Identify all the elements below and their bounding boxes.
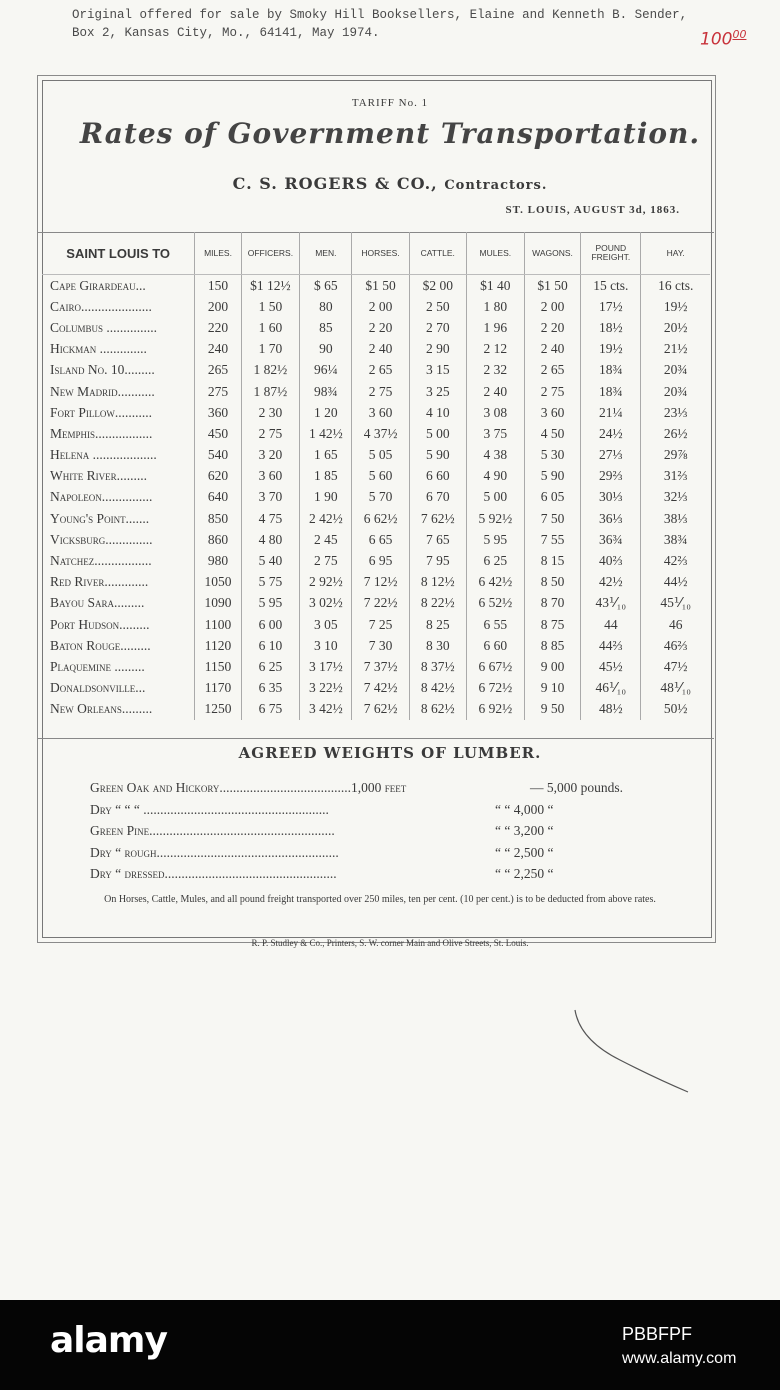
lumber-label: Green Oak and Hickory.......................................1,000 feet: [90, 780, 407, 795]
archive-note-line1: Original offered for sale by Smoky Hill Booksellers, Elaine and Kenneth B. Sender,: [72, 8, 688, 22]
rate-cell: 2 45: [300, 529, 352, 550]
rate-cell: 1100: [195, 614, 241, 635]
rate-cell: 4 37½: [352, 423, 409, 444]
rate-cell: 45⅟₁₀: [641, 593, 710, 614]
rate-cell: 7 42½: [352, 678, 409, 699]
rate-cell: 265: [195, 360, 241, 381]
rate-cell: 3 70: [241, 487, 300, 508]
rate-cell: 9 00: [524, 656, 580, 677]
table-row: [42, 656, 710, 677]
rate-cell: 2 30: [241, 402, 300, 423]
lumber-weight: “ “ 4,000 “: [495, 801, 554, 817]
destination-cell: Hickman ..............: [50, 341, 147, 357]
rate-cell: 3 60: [352, 402, 409, 423]
document-title: Rates of Government Transportation.: [79, 117, 701, 150]
rate-cell: 7 62½: [352, 699, 409, 720]
rate-cell: 2 70: [409, 317, 466, 338]
rate-cell: 3 05: [300, 614, 352, 635]
rate-cell: 8 70: [524, 593, 580, 614]
rate-cell: 3 60: [241, 466, 300, 487]
rate-cell: 6 52½: [466, 593, 524, 614]
rate-cell: 1 65: [300, 445, 352, 466]
lumber-weight: “ “ 3,200 “: [495, 823, 554, 838]
rate-cell: 6 55: [466, 614, 524, 635]
rate-cell: 6 70: [409, 487, 466, 508]
lumber-label: Green Pine.......................................................: [90, 823, 335, 838]
rate-cell: 6 75: [241, 699, 300, 720]
lumber-label: Dry “ rough......................................................: [90, 844, 339, 860]
destination-cell: Helena ...................: [50, 447, 157, 463]
rate-cell: 26½: [641, 423, 710, 444]
destination-cell: Island No. 10.........: [50, 362, 155, 378]
rate-cell: 1170: [195, 678, 241, 699]
rate-cell: 1 60: [241, 317, 300, 338]
rate-cell: 5 90: [409, 445, 466, 466]
rate-cell: 23⅓: [641, 402, 710, 423]
archive-note: [72, 6, 687, 42]
rate-cell: 360: [195, 402, 241, 423]
rate-cell: 48⅟₁₀: [641, 678, 710, 699]
rate-cell: 2 65: [524, 360, 580, 381]
rate-cell: $ 65: [300, 275, 352, 297]
rate-cell: 50½: [641, 699, 710, 720]
deduction-note: On Horses, Cattle, Mules, and all pound freight transported over 250 miles, ten per cent. (10 per cent.) is to be deducted from above rates.: [104, 894, 656, 905]
rate-cell: 36¾: [581, 529, 641, 550]
rate-cell: 8 37½: [409, 656, 466, 677]
rate-cell: 6 67½: [466, 656, 524, 677]
rate-cell: 5 95: [466, 529, 524, 550]
rate-cell: 8 85: [524, 635, 580, 656]
rate-cell: 7 62½: [409, 508, 466, 529]
rate-cell: 2 92½: [300, 572, 352, 593]
table-row: [42, 593, 710, 614]
table-row: [42, 381, 710, 402]
table-row: [42, 487, 710, 508]
rate-cell: 1 20: [300, 402, 352, 423]
rate-cell: 8 30: [409, 635, 466, 656]
rate-cell: 29⅞: [641, 445, 710, 466]
rate-cell: 1 82½: [241, 360, 300, 381]
rate-cell: 620: [195, 466, 241, 487]
rate-cell: 5 70: [352, 487, 409, 508]
rate-cell: $1 40: [466, 275, 524, 297]
rate-cell: 860: [195, 529, 241, 550]
rate-cell: 2 40: [352, 339, 409, 360]
destination-cell: Bayou Sara.........: [50, 595, 145, 611]
column-header: MEN.: [300, 232, 352, 275]
rate-cell: 19½: [581, 339, 641, 360]
rate-cell: 43⅟₁₀: [581, 593, 641, 614]
rate-cell: 30⅓: [581, 487, 641, 508]
destination-cell: Red River.............: [50, 574, 149, 590]
rate-cell: 44: [581, 614, 641, 635]
destination-cell: New Orleans.........: [50, 701, 153, 717]
destination-cell: Fort Pillow...........: [50, 404, 152, 420]
rate-cell: 5 75: [241, 572, 300, 593]
table-row: [42, 317, 710, 338]
rate-cell: 6 65: [352, 529, 409, 550]
rate-cell: 3 42½: [300, 699, 352, 720]
rate-cell: 6 60: [466, 635, 524, 656]
rate-cell: 5 40: [241, 550, 300, 571]
column-header: HAY.: [641, 232, 710, 275]
table-row: [42, 339, 710, 360]
rate-cell: 7 22½: [352, 593, 409, 614]
rate-cell: 2 12: [466, 339, 524, 360]
rate-cell: 7 95: [409, 550, 466, 571]
table-row: [42, 529, 710, 550]
rate-cell: 2 75: [300, 550, 352, 571]
handwritten-price: $100^{00}$: [700, 28, 747, 50]
rate-cell: 1090: [195, 593, 241, 614]
rate-cell: 46⅟₁₀: [581, 678, 641, 699]
table-row: [42, 466, 710, 487]
rate-cell: 21½: [641, 339, 710, 360]
rate-cell: 850: [195, 508, 241, 529]
lumber-title: AGREED WEIGHTS OF LUMBER.: [238, 744, 542, 762]
rate-cell: 46: [641, 614, 710, 635]
rate-cell: 3 02½: [300, 593, 352, 614]
destination-cell: White River.........: [50, 468, 147, 484]
rate-cell: 5 05: [352, 445, 409, 466]
rate-cell: 3 15: [409, 360, 466, 381]
rate-cell: 8 75: [524, 614, 580, 635]
rate-cell: 90: [300, 339, 352, 360]
rate-cell: 38⅓: [641, 508, 710, 529]
rate-cell: 9 50: [524, 699, 580, 720]
pencil-mark: [560, 1000, 700, 1100]
rate-cell: 7 37½: [352, 656, 409, 677]
lumber-weight: “ “ 2,500 “: [495, 844, 554, 860]
rate-cell: 24½: [581, 423, 641, 444]
contractor-line: [0, 174, 780, 193]
rate-cell: 200: [195, 296, 241, 317]
rate-cell: 8 42½: [409, 678, 466, 699]
rate-cell: 1 90: [300, 487, 352, 508]
rate-cell: 2 32: [466, 360, 524, 381]
rate-cell: 5 00: [409, 423, 466, 444]
rates-table: [42, 232, 710, 720]
rate-cell: 1050: [195, 572, 241, 593]
rate-cell: 7 50: [524, 508, 580, 529]
rate-cell: $1 50: [524, 275, 580, 297]
column-header: WAGONS.: [524, 232, 580, 275]
destination-cell: Donaldsonville...: [50, 680, 146, 696]
rate-cell: 4 50: [524, 423, 580, 444]
rate-cell: 2 42½: [300, 508, 352, 529]
rate-cell: 32⅓: [641, 487, 710, 508]
lumber-weight: — 5,000 pounds.: [530, 780, 624, 795]
rate-cell: 3 22½: [300, 678, 352, 699]
rate-cell: 6 25: [241, 656, 300, 677]
rate-cell: 18¾: [581, 360, 641, 381]
rate-cell: 2 40: [466, 381, 524, 402]
rate-cell: 2 75: [241, 423, 300, 444]
table-row: [42, 550, 710, 571]
rate-cell: 275: [195, 381, 241, 402]
destination-cell: Memphis.................: [50, 425, 153, 441]
rate-cell: 18¾: [581, 381, 641, 402]
rate-cell: $2 00: [409, 275, 466, 297]
column-header-destination: SAINT LOUIS TO: [42, 232, 195, 275]
rate-cell: 5 90: [524, 466, 580, 487]
column-header: MULES.: [466, 232, 524, 275]
rate-cell: 48½: [581, 699, 641, 720]
rate-cell: 18½: [581, 317, 641, 338]
rate-cell: 8 62½: [409, 699, 466, 720]
rate-cell: 20½: [641, 317, 710, 338]
rate-cell: 3 75: [466, 423, 524, 444]
tariff-number: TARIFF No. 1: [351, 97, 429, 109]
column-header: POUND FREIGHT.: [581, 232, 641, 275]
rate-cell: 6 10: [241, 635, 300, 656]
column-header: OFFICERS.: [241, 232, 300, 275]
rate-cell: 3 10: [300, 635, 352, 656]
rate-cell: 6 92½: [466, 699, 524, 720]
rate-cell: 2 40: [524, 339, 580, 360]
table-row: [42, 296, 710, 317]
rate-cell: 4 80: [241, 529, 300, 550]
destination-cell: Plaquemine .........: [50, 658, 145, 674]
rate-cell: 1 87½: [241, 381, 300, 402]
rate-cell: 6 25: [466, 550, 524, 571]
rate-cell: 2 65: [352, 360, 409, 381]
rate-cell: 3 60: [524, 402, 580, 423]
rate-cell: 150: [195, 275, 241, 297]
rate-cell: 6 00: [241, 614, 300, 635]
rate-cell: 36⅓: [581, 508, 641, 529]
rate-cell: 7 55: [524, 529, 580, 550]
rate-cell: 8 25: [409, 614, 466, 635]
table-row: [42, 508, 710, 529]
rate-cell: 2 75: [524, 381, 580, 402]
rate-cell: 31⅔: [641, 466, 710, 487]
rate-cell: 16 cts.: [641, 275, 710, 297]
printer-imprint: R. P. Studley & Co., Printers, S. W. corner Main and Olive Streets, St. Louis.: [251, 938, 529, 948]
rate-cell: 2 00: [524, 296, 580, 317]
rate-cell: 6 60: [409, 466, 466, 487]
rate-cell: 7 30: [352, 635, 409, 656]
rate-cell: 640: [195, 487, 241, 508]
table-row: [42, 275, 710, 297]
rate-cell: 40⅔: [581, 550, 641, 571]
rate-cell: 1250: [195, 699, 241, 720]
rate-cell: 45½: [581, 656, 641, 677]
rate-cell: 3 17½: [300, 656, 352, 677]
rate-cell: 2 90: [409, 339, 466, 360]
rate-cell: 2 20: [352, 317, 409, 338]
rate-cell: 20¾: [641, 360, 710, 381]
rate-cell: 1120: [195, 635, 241, 656]
rate-cell: 5 00: [466, 487, 524, 508]
rate-cell: 8 15: [524, 550, 580, 571]
rate-cell: 2 20: [524, 317, 580, 338]
rate-cell: 80: [300, 296, 352, 317]
rate-cell: 17½: [581, 296, 641, 317]
rate-cell: 42⅔: [641, 550, 710, 571]
table-bottom-rule: [38, 738, 714, 739]
rate-cell: $1 50: [352, 275, 409, 297]
rate-cell: 96¼: [300, 360, 352, 381]
column-header: CATTLE.: [409, 232, 466, 275]
destination-cell: Napoleon...............: [50, 489, 153, 505]
rate-cell: 1 50: [241, 296, 300, 317]
destination-cell: Young's Point.......: [50, 510, 150, 526]
rate-cell: 27⅓: [581, 445, 641, 466]
rate-cell: 42½: [581, 572, 641, 593]
rate-cell: 6 42½: [466, 572, 524, 593]
column-header: HORSES.: [352, 232, 409, 275]
rate-cell: $1 12½: [241, 275, 300, 297]
rate-cell: 15 cts.: [581, 275, 641, 297]
table-row: [42, 635, 710, 656]
table-row: [42, 572, 710, 593]
table-row: [42, 699, 710, 720]
rate-cell: 1 85: [300, 466, 352, 487]
rate-cell: 220: [195, 317, 241, 338]
rate-cell: 3 25: [409, 381, 466, 402]
rate-cell: 8 50: [524, 572, 580, 593]
rate-cell: 98¾: [300, 381, 352, 402]
rate-cell: 7 65: [409, 529, 466, 550]
footer-bar: [0, 1300, 780, 1390]
rate-cell: 9 10: [524, 678, 580, 699]
rate-cell: 85: [300, 317, 352, 338]
destination-cell: Baton Rouge.........: [50, 637, 151, 653]
rate-cell: 6 62½: [352, 508, 409, 529]
rate-cell: 4 90: [466, 466, 524, 487]
destination-cell: New Madrid...........: [50, 383, 155, 399]
rate-cell: 44⅔: [581, 635, 641, 656]
rate-cell: 46⅔: [641, 635, 710, 656]
rate-cell: 2 50: [409, 296, 466, 317]
rate-cell: 1 42½: [300, 423, 352, 444]
destination-cell: Columbus ...............: [50, 319, 158, 335]
rate-cell: 2 00: [352, 296, 409, 317]
rate-cell: 540: [195, 445, 241, 466]
lumber-label: Dry “ “ “ .......................................................: [90, 801, 329, 817]
rate-cell: 980: [195, 550, 241, 571]
rate-cell: 7 12½: [352, 572, 409, 593]
rate-cell: 21¼: [581, 402, 641, 423]
rate-cell: 4 10: [409, 402, 466, 423]
rate-cell: 44½: [641, 572, 710, 593]
rate-cell: 4 38: [466, 445, 524, 466]
rate-cell: 6 35: [241, 678, 300, 699]
rate-cell: 8 22½: [409, 593, 466, 614]
contractor-word: Contractors.: [444, 178, 548, 193]
destination-cell: Port Hudson.........: [50, 616, 150, 632]
rate-cell: 450: [195, 423, 241, 444]
rate-cell: 5 95: [241, 593, 300, 614]
lumber-label: Dry “ dressed...................................................: [90, 866, 337, 881]
column-header: MILES.: [195, 232, 241, 275]
destination-cell: Cairo.....................: [50, 298, 152, 314]
rate-cell: 20¾: [641, 381, 710, 402]
rate-cell: 29⅔: [581, 466, 641, 487]
rate-cell: 38¾: [641, 529, 710, 550]
image-code: PBBFPF: [622, 1324, 693, 1344]
table-row: [42, 423, 710, 444]
rate-cell: 4 75: [241, 508, 300, 529]
rate-cell: 1 80: [466, 296, 524, 317]
rate-cell: 240: [195, 339, 241, 360]
rate-cell: 5 92½: [466, 508, 524, 529]
destination-cell: Vicksburg..............: [50, 531, 153, 547]
footer-url: www.alamy.com: [622, 1350, 737, 1367]
table-row: [42, 445, 710, 466]
rate-cell: 6 72½: [466, 678, 524, 699]
dateline: ST. LOUIS, AUGUST 3d, 1863.: [505, 204, 680, 216]
rate-cell: 1150: [195, 656, 241, 677]
rate-cell: 47½: [641, 656, 710, 677]
rate-cell: 1 96: [466, 317, 524, 338]
table-row: [42, 360, 710, 381]
rate-cell: 8 12½: [409, 572, 466, 593]
rate-cell: 5 30: [524, 445, 580, 466]
table-row: [42, 614, 710, 635]
destination-cell: Cape Girardeau...: [50, 277, 146, 293]
rate-cell: 19½: [641, 296, 710, 317]
contractor-name: C. S. ROGERS & CO.,: [232, 174, 438, 193]
destination-cell: Natchez.................: [50, 553, 152, 569]
rate-cell: 3 08: [466, 402, 524, 423]
table-row: [42, 678, 710, 699]
rate-cell: 1 70: [241, 339, 300, 360]
alamy-logo: alamy: [50, 1320, 167, 1361]
rate-cell: 7 25: [352, 614, 409, 635]
archive-note-line2: Box 2, Kansas City, Mo., 64141, May 1974.: [72, 26, 380, 40]
rate-cell: 2 75: [352, 381, 409, 402]
rate-cell: 3 20: [241, 445, 300, 466]
table-row: [42, 402, 710, 423]
lumber-weight: “ “ 2,250 “: [495, 866, 554, 881]
rate-cell: 5 60: [352, 466, 409, 487]
rate-cell: 6 95: [352, 550, 409, 571]
rate-cell: 6 05: [524, 487, 580, 508]
